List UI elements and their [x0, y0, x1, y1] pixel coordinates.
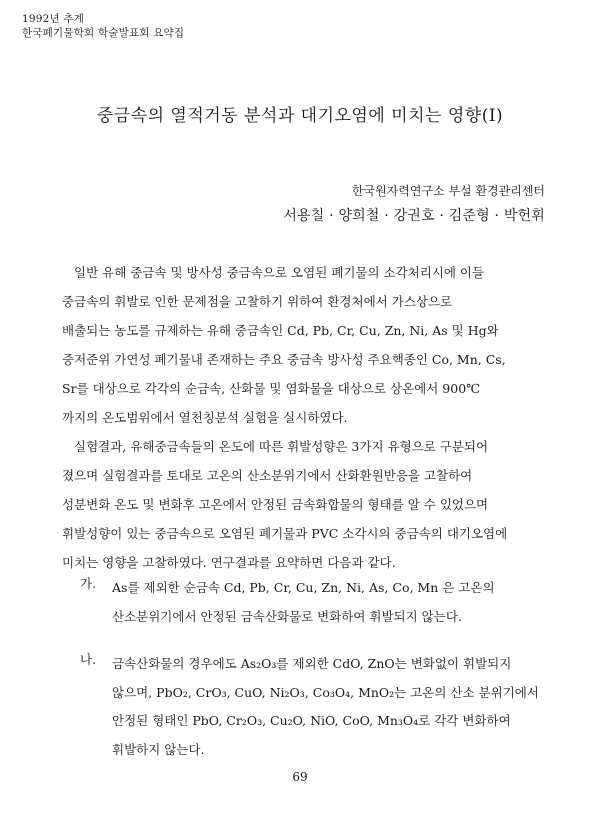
text-line: 안정된 형태인 PbO, Cr₂O₃, Cu₂O, NiO, CoO, Mn₃O₄로 각각 변화하여 — [112, 713, 511, 728]
abstract-body — [62, 258, 544, 577]
paragraph-2 — [62, 432, 544, 577]
text-line: 실험결과, 유해중금속들의 온도에 따른 휘발성향은 3가지 유형으로 구분되어 — [74, 439, 489, 454]
text-line: 까지의 온도범위에서 열천칭분석 실험을 실시하였다. — [62, 410, 348, 425]
text-line: Sr를 대상으로 각각의 순금속, 산화물 및 염화물을 대상으로 상온에서 900℃ — [62, 381, 481, 396]
text-line: 미치는 영향을 고찰하였다. 연구결과를 요약하면 다음과 같다. — [62, 555, 396, 570]
header-line-1: 1992년 추계 — [22, 13, 85, 25]
item-ga — [112, 574, 552, 631]
header-line-2: 한국폐기물학회 학술발표회 요약집 — [22, 27, 185, 39]
running-header — [22, 12, 184, 40]
text-line: 금속산화물의 경우에도 As₂O₃를 제외한 CdO, ZnO는 변화없이 휘발되지 — [112, 656, 512, 671]
text-line: 않으며, PbO₂, CrO₃, CuO, Ni₂O₃, Co₃O₄, MnO₂는 고온의 산소 분위기에서 — [112, 684, 539, 700]
text-line: 일반 유해 중금속 및 방사성 중금속으로 오염된 폐기물의 소각처리시에 이들 — [74, 265, 485, 280]
text-line: 산소분위기에서 안정된 금속산화물로 변화하여 휘발되지 않는다. — [112, 608, 462, 624]
item-na — [112, 650, 552, 764]
text-line: 중금속의 휘발로 인한 문제점을 고찰하기 위하여 환경처에서 가스상으로 — [62, 294, 453, 309]
text-line: 휘발성향이 있는 중금속으로 오염된 폐기물과 PVC 소각시의 중금속의 대기오염에 — [62, 526, 508, 541]
affiliation: 한국원자력연구소 부설 환경관리센터 — [351, 184, 545, 198]
paragraph-1 — [62, 258, 544, 432]
item-marker-ga: 가. — [80, 576, 97, 591]
text-line: As를 제외한 순금속 Cd, Pb, Cr, Cu, Zn, Ni, As, Co, Mn 은 고온의 — [112, 580, 495, 595]
text-line: 졌으며 실험결과를 토대로 고온의 산소분위기에서 산화환원반응을 고찰하여 — [62, 468, 473, 483]
item-marker-na: 나. — [80, 652, 97, 667]
page-number: 69 — [292, 770, 308, 784]
paper-title: 중금속의 열적거동 분석과 대기오염에 미치는 영향(I) — [96, 106, 504, 126]
text-line: 중저준위 가연성 폐기물내 존재하는 주요 중금속 방사성 주요핵종인 Co, Mn, Cs, — [62, 352, 506, 367]
text-line: 휘발하지 않는다. — [112, 741, 205, 757]
text-line: 배출되는 농도를 규제하는 유해 중금속인 Cd, Pb, Cr, Cu, Zn, Ni, As 및 Hg와 — [62, 323, 499, 338]
author-list: 서용칠 · 양희철 · 강권호 · 김준형 · 박헌휘 — [283, 208, 545, 224]
text-line: 성분변화 온도 및 변화후 고온에서 안정된 금속화합물의 형태를 알 수 있었으며 — [62, 497, 489, 512]
